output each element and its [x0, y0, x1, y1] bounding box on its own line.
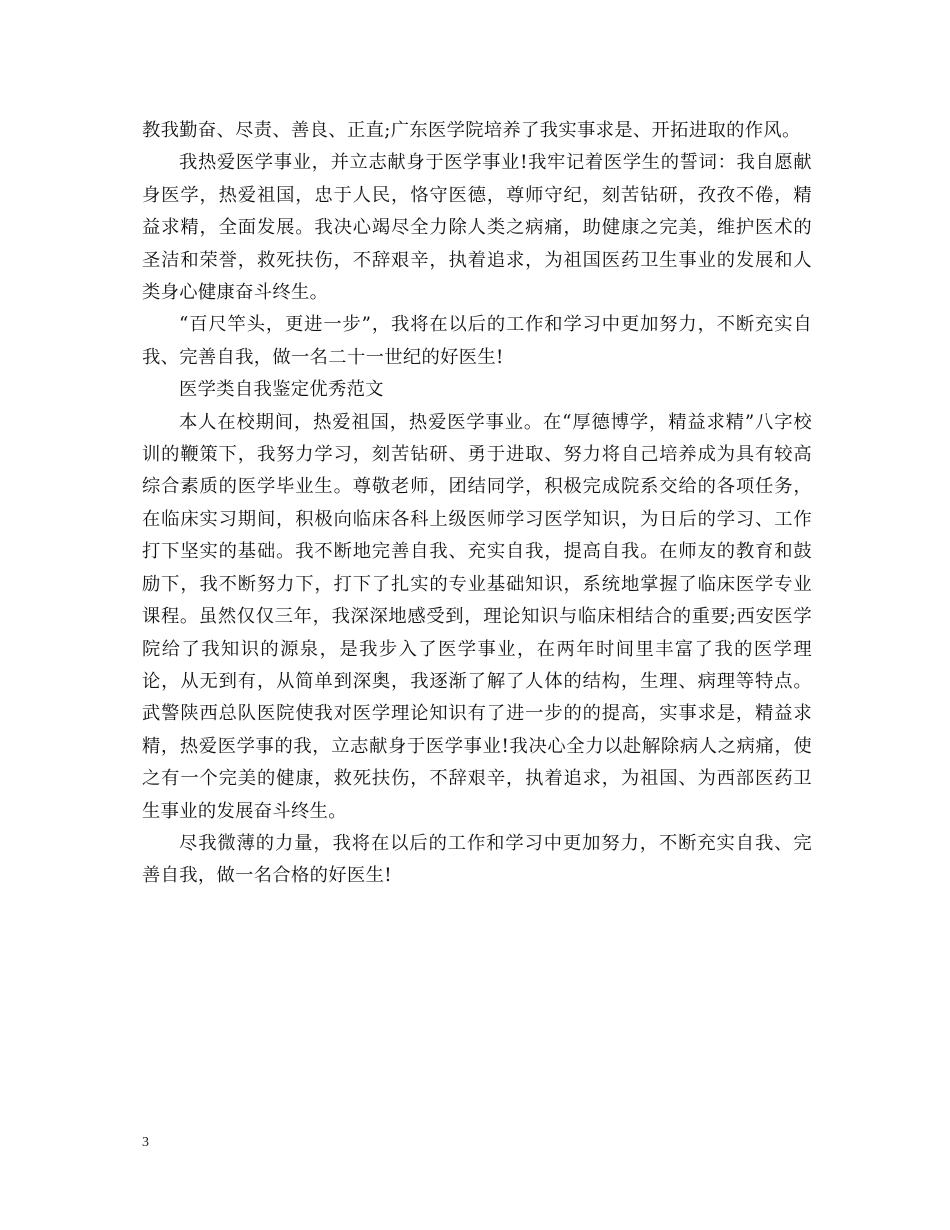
- page-number: 3: [142, 1135, 149, 1150]
- section-heading: 医学类自我鉴定优秀范文: [179, 379, 384, 401]
- paragraph-closing-pledge: “百尺竿头，更进一步”，我将在以后的工作和学习中更加努力，不断充实自我、完善自我，做一名二十一世纪的好医生!: [142, 314, 812, 368]
- paragraph-self-assessment: 本人在校期间，热爱祖国，热爱医学事业。在“厚德博学，精益求精”八字校训的鞭策下，我努力学习，刻苦钻研、勇于进取、努力将自己培养成为具有较高综合素质的医学毕业生。尊敬老师，团结同学，积极完成院系交给的各项任务，在临床实习期间，积极向临床各科上级医师学习医学知识，为日后的学习、工作打下坚实的基础。我不断地完善自我、充实自我，提高自我。在师友的教育和鼓励下，我不断努力下，打下了扎实的专业基础知识，系统地掌握了临床医学专业课程。虽然仅仅三年，我深深地感受到，理论知识与临床相结合的重要;西安医学院给了我知识的源泉，是我步入了医学事业，在两年时间里丰富了我的医学理论，从无到有，从简单到深奥，我逐渐了解了人体的结构，生理、病理等特点。武警陕西总队医院使我对医学理论知识有了进一步的的提高，实事求是，精益求精，热爱医学事的我，立志献身于医学事业!我决心全力以赴解除病人之病痛，使之有一个完美的健康，救死扶伤，不辞艰辛，执着追求，为祖国、为西部医药卫生事业的发展奋斗终生。: [142, 411, 812, 822]
- document-body: [142, 115, 812, 893]
- paragraph-dedication: 我热爱医学事业，并立志献身于医学事业!我牢记着医学生的誓词：我自愿献身医学，热爱祖国，忠于人民，恪守医德，尊师守纪，刻苦钻研，孜孜不倦，精益求精，全面发展。我决心竭尽全力除人类之病痛，助健康之完美，维护医术的圣洁和荣誉，救死扶伤，不辞艰辛，执着追求，为祖国医药卫生事业的发展和人类身心健康奋斗终生。: [142, 152, 812, 304]
- paragraph-final: 尽我微薄的力量，我将在以后的工作和学习中更加努力，不断充实自我、完善自我，做一名合格的好医生!: [142, 832, 812, 887]
- paragraph-continuation: 教我勤奋、尽责、善良、正直;广东医学院培养了我实事求是、开拓进取的作风。: [142, 120, 801, 141]
